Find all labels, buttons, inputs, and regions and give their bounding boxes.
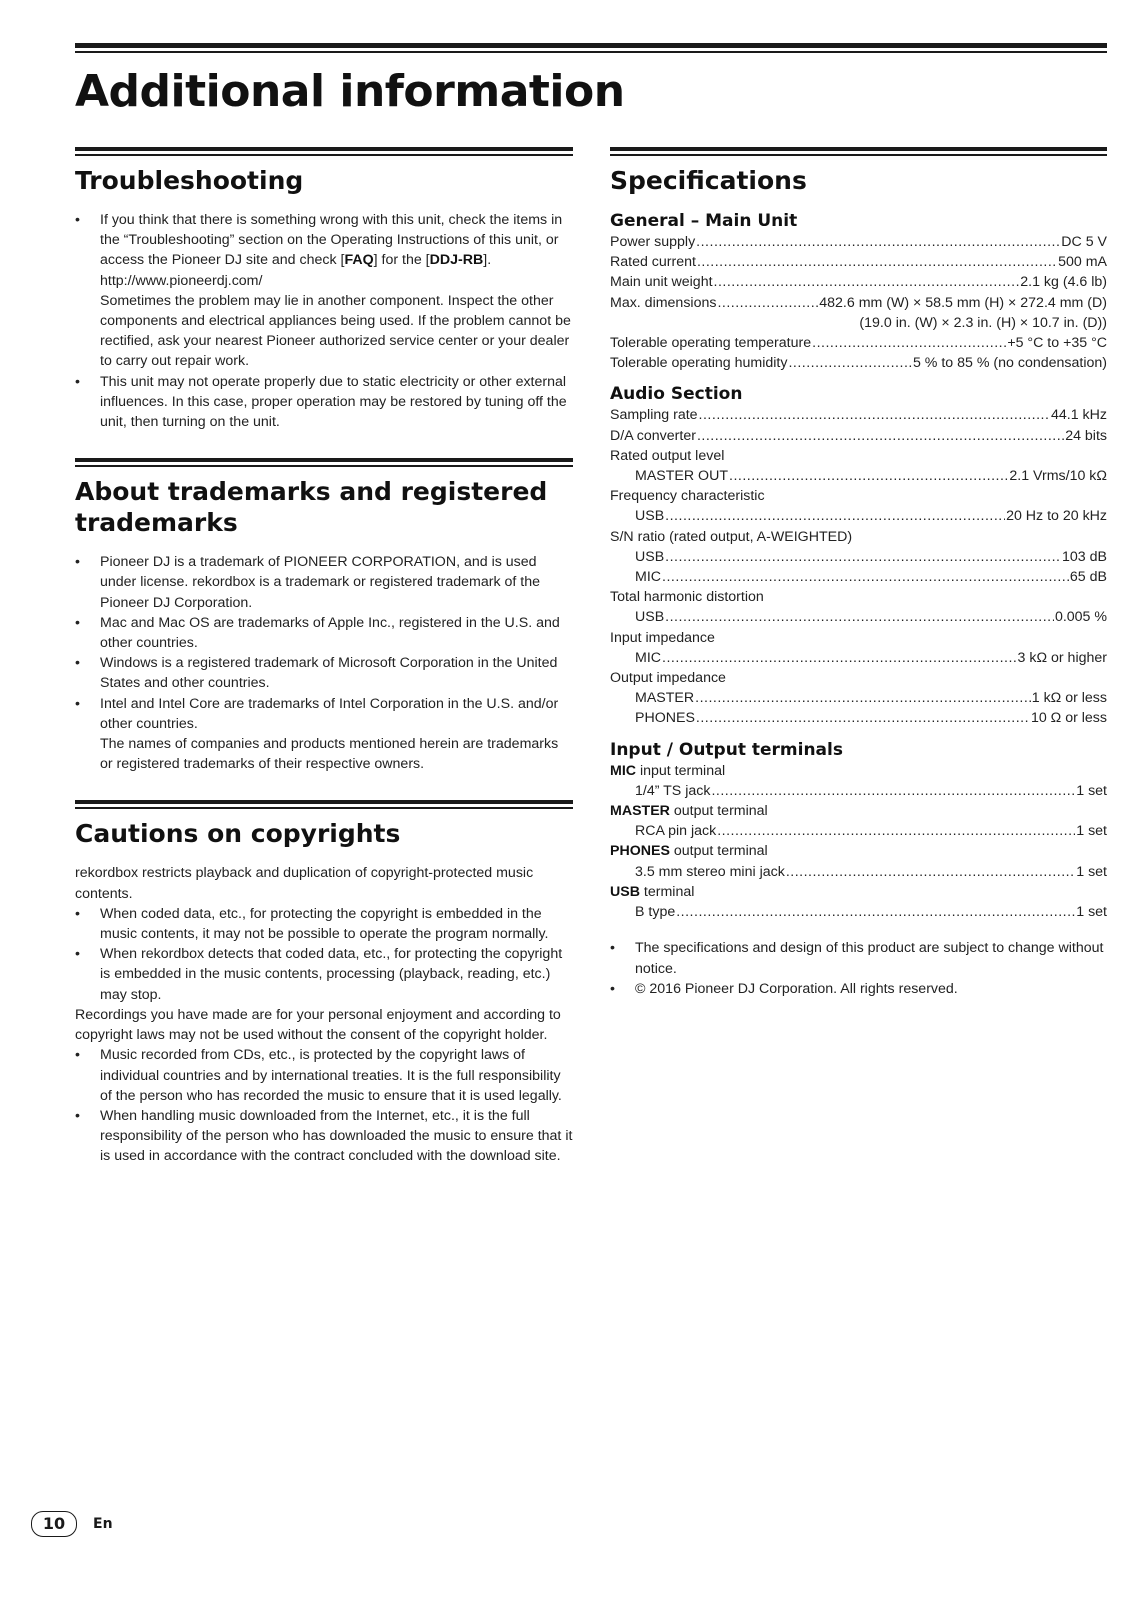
spec-row: Tolerable operating temperature ..... +5 °C to +35 °C — [610, 333, 1107, 353]
spec-io — [610, 739, 1107, 923]
spec-row-continuation: (19.0 in. (W) × 2.3 in. (H) × 10.7 in. (D)) — [859, 314, 1107, 331]
spec-heading: S/N ratio (rated output, A-WEIGHTED) — [610, 528, 853, 545]
copyrights-paragraph: Recordings you have made are for your personal enjoyment and according to copyright laws may not be used without the consent of the copyright holder. — [75, 1006, 561, 1044]
spec-general — [610, 210, 1107, 373]
spec-heading: Frequency characteristic — [610, 488, 765, 505]
model-label: DDJ-RB — [429, 252, 484, 269]
trademarks-title: About trademarks and registered trademarks — [75, 477, 548, 538]
trademarks-list — [75, 552, 573, 774]
list-item: • This unit may not operate properly due to static electricity or other external influences. In this case, proper operation may be restored by tuning off the unit, then turning on the unit. — [75, 372, 573, 433]
spec-row: D/A converter ..... 24 bits — [610, 426, 1107, 446]
spec-row: MIC ..... 65 dB — [610, 567, 1107, 587]
spec-row: Power supply ..... DC 5 V — [610, 232, 1107, 252]
spec-row: B type ..... 1 set — [610, 902, 1107, 922]
copyrights-title: Cautions on copyrights — [75, 819, 401, 849]
copyrights-list-1 — [75, 904, 573, 1005]
spec-row: RCA pin jack ..... 1 set — [610, 821, 1107, 841]
spec-row: Rated current ..... 500 mA — [610, 252, 1107, 272]
spec-row: MIC ..... 3 kΩ or higher — [610, 648, 1107, 668]
spec-row: Tolerable operating humidity ..... 5 % to 85 % (no condensation) — [610, 353, 1107, 373]
specifications-title: Specifications — [610, 166, 807, 195]
troubleshooting-list — [75, 210, 573, 432]
list-item: • Mac and Mac OS are trademarks of Apple Inc., registered in the U.S. and other countries. — [75, 613, 573, 653]
list-item: • Windows is a registered trademark of Microsoft Corporation in the United States and other countries. — [75, 653, 573, 693]
spec-row: USB ..... 20 Hz to 20 kHz — [610, 506, 1107, 526]
list-item: • Intel and Intel Core are trademarks of Intel Corporation in the U.S. and/or other countries. The names of companies and products mentioned herein are trademarks or registered trademarks of their respective owners. — [75, 694, 573, 775]
spec-row: MASTER ..... 1 kΩ or less — [610, 688, 1107, 708]
list-item: • When rekordbox detects that coded data, etc., for protecting the copyright is embedded in the music contents, processing (playback, reading, etc.) may stop. — [75, 944, 573, 1005]
troubleshooting-section — [75, 147, 573, 432]
copyrights-list-2 — [75, 1045, 573, 1166]
list-item: • When handling music downloaded from the Internet, etc., it is the full responsibility of the person who has downloaded the music to ensure that it is used in accordance with the contract concluded with the download site. — [75, 1106, 573, 1167]
specifications-section — [610, 147, 1107, 999]
spec-heading: Output impedance — [610, 670, 726, 687]
spec-notes — [610, 938, 1107, 999]
spec-heading: MIC input terminal — [610, 762, 726, 779]
spec-heading: Input impedance — [610, 629, 715, 646]
spec-heading: PHONES output terminal — [610, 843, 768, 860]
spec-row: 3.5 mm stereo mini jack ..... 1 set — [610, 862, 1107, 882]
spec-row: Main unit weight ..... 2.1 kg (4.6 lb) — [610, 272, 1107, 292]
page-title: Additional information — [75, 66, 625, 117]
support-url: http://www.pioneerdj.com/ — [100, 272, 263, 289]
list-item: • © 2016 Pioneer DJ Corporation. All rights reserved. — [610, 979, 1107, 999]
list-item: • Music recorded from CDs, etc., is protected by the copyright laws of individual countries and by international treaties. It is the full responsibility of the person who has recorded the music to ensure that it is used legally. — [75, 1045, 573, 1106]
spec-heading: USB terminal — [610, 883, 695, 900]
spec-row: Max. dimensions ..... 482.6 mm (W) × 58.5 mm (H) × 272.4 mm (D) — [610, 293, 1107, 313]
right-column — [610, 147, 1107, 999]
spec-subtitle: Input / Output terminals — [610, 739, 843, 760]
troubleshooting-title: Troubleshooting — [75, 166, 304, 195]
copyrights-section — [75, 800, 573, 1166]
top-rule — [75, 43, 1107, 53]
spec-heading: MASTER output terminal — [610, 803, 768, 820]
spec-subtitle: General – Main Unit — [610, 211, 798, 231]
trademarks-section — [75, 458, 573, 774]
trademarks-note: The names of companies and products mentioned herein are trademarks or registered trademarks of their respective owners. — [100, 736, 559, 773]
spec-row: PHONES ..... 10 Ω or less — [610, 708, 1107, 728]
spec-row: 1/4” TS jack ..... 1 set — [610, 781, 1107, 801]
language-label: En — [93, 1516, 113, 1532]
spec-row: USB ..... 0.005 % — [610, 607, 1107, 627]
list-item: • If you think that there is something wrong with this unit, check the items in the “Troubleshooting” section on the Operating Instructions of this unit, or access the Pioneer DJ site and check [FAQ] for the [DDJ-RB]. http://www.pioneerdj.com/ Sometimes the problem may lie in another component. Inspect the other components and electrical appliances being used. If the problem cannot be rectified, ask your nearest Pioneer authorized service center or your dealer to carry out repair work. — [75, 210, 573, 372]
copyrights-intro: rekordbox restricts playback and duplication of copyright-protected music contents. — [75, 865, 534, 902]
spec-row: Sampling rate ..... 44.1 kHz — [610, 405, 1107, 425]
faq-label: FAQ — [344, 252, 374, 269]
list-item: • The specifications and design of this product are subject to change without notice. — [610, 938, 1107, 978]
list-item: • When coded data, etc., for protecting the copyright is embedded in the music contents, it may not be possible to operate the program normally. — [75, 904, 573, 944]
page-number: 10 — [31, 1511, 77, 1537]
spec-audio — [610, 383, 1107, 728]
spec-row: USB ..... 103 dB — [610, 547, 1107, 567]
spec-heading: Rated output level — [610, 447, 725, 464]
spec-heading: Total harmonic distortion — [610, 589, 764, 606]
spec-row: MASTER OUT ..... 2.1 Vrms/10 kΩ — [610, 466, 1107, 486]
list-item: • Pioneer DJ is a trademark of PIONEER CORPORATION, and is used under license. rekordbox is a trademark or registered trademark of the Pioneer DJ Corporation. — [75, 552, 573, 613]
left-column — [75, 147, 573, 1167]
spec-subtitle: Audio Section — [610, 384, 743, 405]
